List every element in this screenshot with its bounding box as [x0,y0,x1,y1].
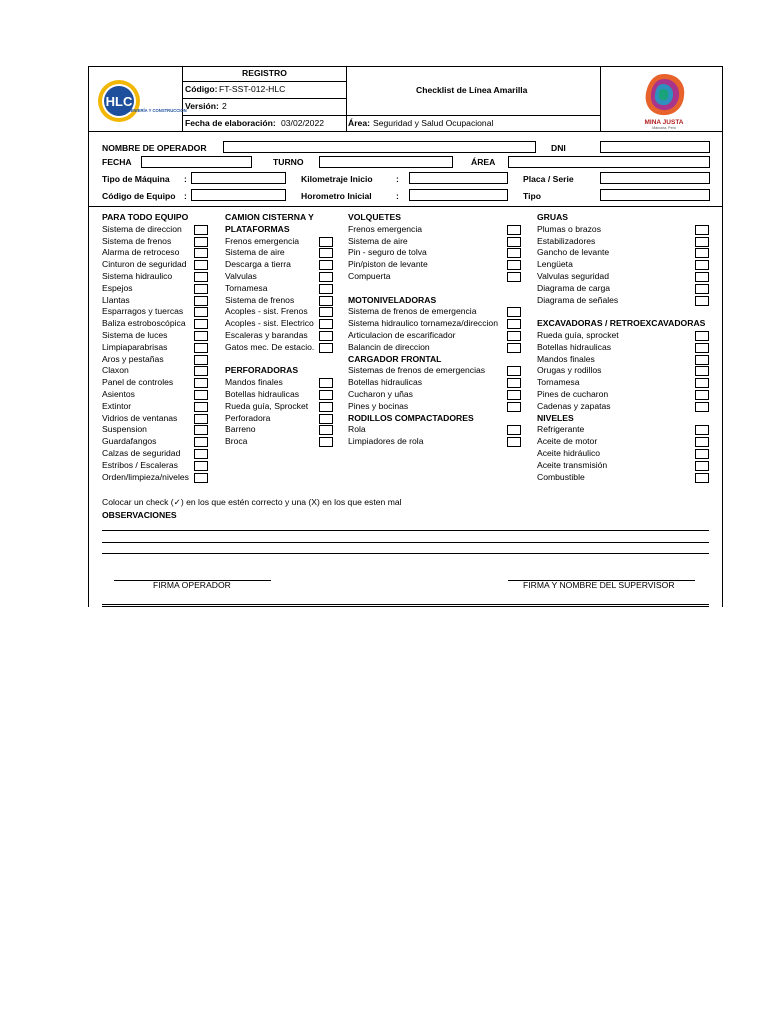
cargador-frontal-checkbox[interactable] [507,390,521,400]
para-todo-equipo-checkbox[interactable] [194,284,208,294]
area-label: Área: [348,118,370,128]
observaciones-line-2[interactable] [102,542,709,543]
camion-cisterna-item-label: Valvulas [225,271,257,281]
para-todo-equipo-checkbox[interactable] [194,296,208,306]
cargador-frontal-header: CARGADOR FRONTAL [348,353,442,364]
para-todo-equipo-checkbox[interactable] [194,390,208,400]
motoniveladoras-header: MOTONIVELADORAS [348,294,437,305]
para-todo-equipo-item-label: Aros y pestañas [102,353,164,364]
para-todo-equipo-checkbox[interactable] [194,237,208,247]
excavadoras-checkbox[interactable] [695,378,709,388]
para-todo-equipo-item-label: Sistema hidraulico [102,271,173,281]
document-title: Checklist de Línea Amarilla [416,85,528,95]
instruction-text: Colocar un check (✓) en los que estén correcto y una (X) en los que esten mal [102,497,402,507]
gruas-item-label: Diagrama de señales [537,294,619,305]
dni-field[interactable] [600,141,710,153]
camion-cisterna-item-label: Acoples - sist. Frenos [225,306,308,317]
codigo-value: FT-SST-012-HLC [219,84,286,94]
camion-cisterna-item-label: Gatos mec. De estacio. [225,341,315,352]
volquetes-checkbox[interactable] [507,225,521,235]
motoniveladoras-checkbox[interactable] [507,319,521,329]
para-todo-equipo-item-label: Asientos [102,389,135,399]
area-form-label: ÁREA [471,157,496,167]
para-todo-equipo-checkbox[interactable] [194,366,208,376]
niveles-checkbox[interactable] [695,449,709,459]
motoniveladoras-item-label: Sistema de frenos de emergencia [348,306,477,317]
para-todo-equipo-item-label: Sistema de luces [102,330,168,340]
registro-label: REGISTRO [242,68,287,78]
para-todo-equipo-item-label: Extintor [102,400,132,411]
excavadoras-item-label: Botellas hidraulicas [537,341,612,352]
camion-cisterna-item-label: Acoples - sist. Electrico [225,318,314,329]
motoniveladoras-checkbox[interactable] [507,331,521,341]
para-todo-equipo-checkbox[interactable] [194,343,208,353]
excavadoras-checkbox[interactable] [695,402,709,412]
gruas-item-label: Diagrama de carga [537,282,611,293]
version-label: Versión: [185,101,219,111]
gruas-item-label: Gancho de levante [537,247,610,258]
niveles-item-label: Aceite hidráulico [537,448,601,458]
para-todo-equipo-checkbox[interactable] [194,331,208,341]
hlc-logo-text: HLC [105,94,133,109]
para-todo-equipo-checkbox[interactable] [194,378,208,388]
gruas-item-label: Lengüeta [537,259,573,270]
para-todo-equipo-item-label: Espejos [102,282,133,293]
hlc-logo-icon [97,78,187,126]
niveles-checkbox[interactable] [695,437,709,447]
gruas-item-label: Valvulas seguridad [537,271,609,281]
para-todo-equipo-checkbox[interactable] [194,402,208,412]
camion-cisterna-checkbox[interactable] [319,343,333,353]
gruas-checkbox[interactable] [695,237,709,247]
rodillos-header: RODILLOS COMPACTADORES [348,412,474,423]
camion-cisterna-header: CAMION CISTERNA Y [225,212,314,222]
para-todo-equipo-item-label: Cinturon de seguridad [102,259,187,270]
tipo-maquina-label: Tipo de Máquina [102,174,170,184]
cargador-frontal-item-label: Pines y bocinas [348,400,409,411]
para-todo-equipo-item-label: Sistema de frenos [102,235,172,246]
camion-cisterna-item-label: Escaleras y barandas [225,330,308,340]
para-todo-equipo-item-label: Calzas de seguridad [102,448,181,458]
firma-supervisor-label: FIRMA Y NOMBRE DEL SUPERVISOR [523,580,675,590]
excavadoras-checkbox[interactable] [695,355,709,365]
para-todo-equipo-checkbox[interactable] [194,425,208,435]
rodillos-checkbox[interactable] [507,425,521,435]
gruas-checkbox[interactable] [695,248,709,258]
hlc-logo-subtext: INGENIERÍA Y CONSTRUCCIÓN [123,108,187,113]
nombre-operador-field[interactable] [223,141,536,153]
cargador-frontal-checkbox[interactable] [507,402,521,412]
observaciones-line-3[interactable] [102,553,709,554]
volquetes-item-label: Frenos emergencia [348,223,423,234]
para-todo-equipo-item-label: Estribos / Escaleras [102,459,178,470]
cargador-frontal-item-label: Sistemas de frenos de emergencias [348,365,486,376]
camion-cisterna-checkbox[interactable] [319,248,333,258]
cargador-frontal-item-label: Botellas hidraulicas [348,377,423,388]
excavadoras-checkbox[interactable] [695,366,709,376]
para-todo-equipo-checkbox[interactable] [194,449,208,459]
perforadoras-item-label: Mandos finales [225,377,283,388]
dni-label: DNI [551,143,566,153]
niveles-checkbox[interactable] [695,473,709,483]
motoniveladoras-checkbox[interactable] [507,307,521,317]
para-todo-equipo-checkbox[interactable] [194,473,208,483]
perforadoras-item-label: Barreno [225,424,256,435]
gruas-item-label: Estabilizadores [537,235,596,246]
para-todo-equipo-item-label: Sistema de direccion [102,223,182,234]
volquetes-item-label: Compuerta [348,271,391,281]
kilometraje-label: Kilometraje Inicio [301,174,373,184]
camion-cisterna-item-label: Sistema de frenos [225,294,295,305]
perforadoras-checkbox[interactable] [319,425,333,435]
perforadoras-checkbox[interactable] [319,378,333,388]
niveles-item-label: Aceite de motor [537,436,598,447]
turno-label: TURNO [273,157,304,167]
kilometraje-field[interactable] [409,172,508,184]
kilometraje-colon: : [396,174,399,184]
para-todo-equipo-checkbox[interactable] [194,307,208,317]
perforadoras-checkbox[interactable] [319,402,333,412]
gruas-checkbox[interactable] [695,284,709,294]
camion-cisterna-item-label: Frenos emergencia [225,235,300,246]
rodillos-item-label: Limpiadores de rola [348,436,424,447]
fecha-field[interactable] [141,156,252,168]
firma-operador-label: FIRMA OPERADOR [153,580,231,590]
camion-cisterna-checkbox[interactable] [319,237,333,247]
niveles-checkbox[interactable] [695,461,709,471]
codigo-label: Código: [185,84,218,94]
tipo-maquina-colon: : [184,174,187,184]
fecha-elaboracion-value: 03/02/2022 [281,118,325,128]
excavadoras-checkbox[interactable] [695,390,709,400]
para-todo-equipo-item-label: Limpiaparabrisas [102,341,168,352]
perforadoras-checkbox[interactable] [319,390,333,400]
camion-cisterna-header: PLATAFORMAS [225,223,290,234]
para-todo-equipo-checkbox[interactable] [194,355,208,365]
codigo-equipo-field[interactable] [191,189,286,201]
para-todo-equipo-item-label: Guardafangos [102,436,157,447]
para-todo-equipo-item-label: Orden/limpieza/niveles [102,471,189,482]
niveles-checkbox[interactable] [695,425,709,435]
para-todo-equipo-item-label: Baliza estroboscópica [102,318,186,329]
horometro-field[interactable] [409,189,508,201]
codigo-equipo-colon: : [184,191,187,201]
turno-field[interactable] [319,156,453,168]
volquetes-checkbox[interactable] [507,260,521,270]
area-field[interactable] [508,156,710,168]
version-value: 2 [222,101,227,111]
perforadoras-checkbox[interactable] [319,437,333,447]
gruas-checkbox[interactable] [695,225,709,235]
perforadoras-item-label: Rueda guía, Sprocket [225,400,309,411]
tipo-field[interactable] [600,189,710,201]
excavadoras-item-label: Orugas y rodillos [537,365,602,376]
camion-cisterna-checkbox[interactable] [319,331,333,341]
para-todo-equipo-checkbox[interactable] [194,272,208,282]
motoniveladoras-checkbox[interactable] [507,343,521,353]
gruas-checkbox[interactable] [695,260,709,270]
excavadoras-checkbox[interactable] [695,343,709,353]
para-todo-equipo-item-label: Alarma de retroceso [102,247,180,258]
camion-cisterna-checkbox[interactable] [319,307,333,317]
para-todo-equipo-item-label: Claxon [102,365,129,376]
motoniveladoras-item-label: Articulacion de escarificador [348,330,456,340]
observaciones-line-1[interactable] [102,530,709,531]
para-todo-equipo-checkbox[interactable] [194,225,208,235]
camion-cisterna-checkbox[interactable] [319,319,333,329]
perforadoras-header: PERFORADORAS [225,365,299,376]
cargador-frontal-checkbox[interactable] [507,366,521,376]
para-todo-equipo-checkbox[interactable] [194,437,208,447]
perforadoras-item-label: Perforadora [225,412,271,423]
horometro-colon: : [396,191,399,201]
perforadoras-checkbox[interactable] [319,414,333,424]
volquetes-header: VOLQUETES [348,212,402,222]
excavadoras-item-label: Rueda guía, sprocket [537,330,619,340]
camion-cisterna-item-label: Tornamesa [225,282,268,293]
nombre-operador-label: NOMBRE DE OPERADOR [102,143,207,153]
volquetes-checkbox[interactable] [507,272,521,282]
area-value: Seguridad y Salud Ocupacional [373,118,494,128]
rodillos-checkbox[interactable] [507,437,521,447]
para-todo-equipo-checkbox[interactable] [194,248,208,258]
camion-cisterna-checkbox[interactable] [319,284,333,294]
para-todo-equipo-checkbox[interactable] [194,461,208,471]
niveles-item-label: Aceite transmisión [537,459,608,470]
gruas-checkbox[interactable] [695,272,709,282]
fecha-elaboracion-label: Fecha de elaboración: [185,118,276,128]
placa-label: Placa / Serie [523,174,574,184]
excavadoras-checkbox[interactable] [695,331,709,341]
excavadoras-item-label: Mandos finales [537,353,595,364]
para-todo-equipo-checkbox[interactable] [194,414,208,424]
volquetes-checkbox[interactable] [507,248,521,258]
excavadoras-item-label: Pines de cucharon [537,389,609,399]
cargador-frontal-checkbox[interactable] [507,378,521,388]
para-todo-equipo-item-label: Llantas [102,294,130,305]
camion-cisterna-checkbox[interactable] [319,260,333,270]
mina-justa-logo-text: MINA JUSTA [644,119,684,126]
excavadoras-item-label: Tornamesa [537,377,580,388]
placa-field[interactable] [600,172,710,184]
volquetes-item-label: Pin/piston de levante [348,259,428,270]
para-todo-equipo-item-label: Suspension [102,424,147,435]
excavadoras-item-label: Cadenas y zapatas [537,400,611,411]
para-todo-equipo-item-label: Vidrios de ventanas [102,412,178,423]
volquetes-item-label: Sistema de aire [348,235,408,246]
niveles-item-label: Refrigerante [537,424,585,435]
para-todo-equipo-item-label: Esparragos y tuercas [102,306,184,317]
gruas-item-label: Plumas o brazos [537,223,602,234]
para-todo-equipo-checkbox[interactable] [194,319,208,329]
camion-cisterna-item-label: Sistema de aire [225,247,285,258]
camion-cisterna-checkbox[interactable] [319,296,333,306]
niveles-item-label: Combustible [537,471,585,482]
tipo-maquina-field[interactable] [191,172,286,184]
niveles-header: NIVELES [537,412,574,423]
tipo-label: Tipo [523,191,541,201]
motoniveladoras-item-label: Balancin de direccion [348,341,430,352]
rodillos-item-label: Rola [348,424,366,435]
motoniveladoras-item-label: Sistema hidraulico tornameza/direccion [348,318,498,329]
gruas-header: GRUAS [537,212,569,222]
cargador-frontal-item-label: Cucharon y uñas [348,389,413,399]
codigo-equipo-label: Código de Equipo [102,191,176,201]
excavadoras-header: EXCAVADORAS / RETROEXCAVADORAS [537,318,706,329]
perforadoras-item-label: Botellas hidraulicas [225,389,300,399]
camion-cisterna-checkbox[interactable] [319,272,333,282]
volquetes-item-label: Pin - seguro de tolva [348,247,427,258]
perforadoras-item-label: Broca [225,436,248,447]
fecha-label: FECHA [102,157,132,167]
para-todo-equipo-header: PARA TODO EQUIPO [102,212,189,222]
volquetes-checkbox[interactable] [507,237,521,247]
camion-cisterna-item-label: Descarga a tierra [225,259,291,270]
para-todo-equipo-item-label: Panel de controles [102,377,174,388]
para-todo-equipo-checkbox[interactable] [194,260,208,270]
mina-justa-logo-subtext: Marcona, Perú [652,126,676,130]
horometro-label: Horometro Inicial [301,191,372,201]
gruas-checkbox[interactable] [695,296,709,306]
observaciones-label: OBSERVACIONES [102,510,177,520]
mina-justa-logo-icon [636,70,692,130]
